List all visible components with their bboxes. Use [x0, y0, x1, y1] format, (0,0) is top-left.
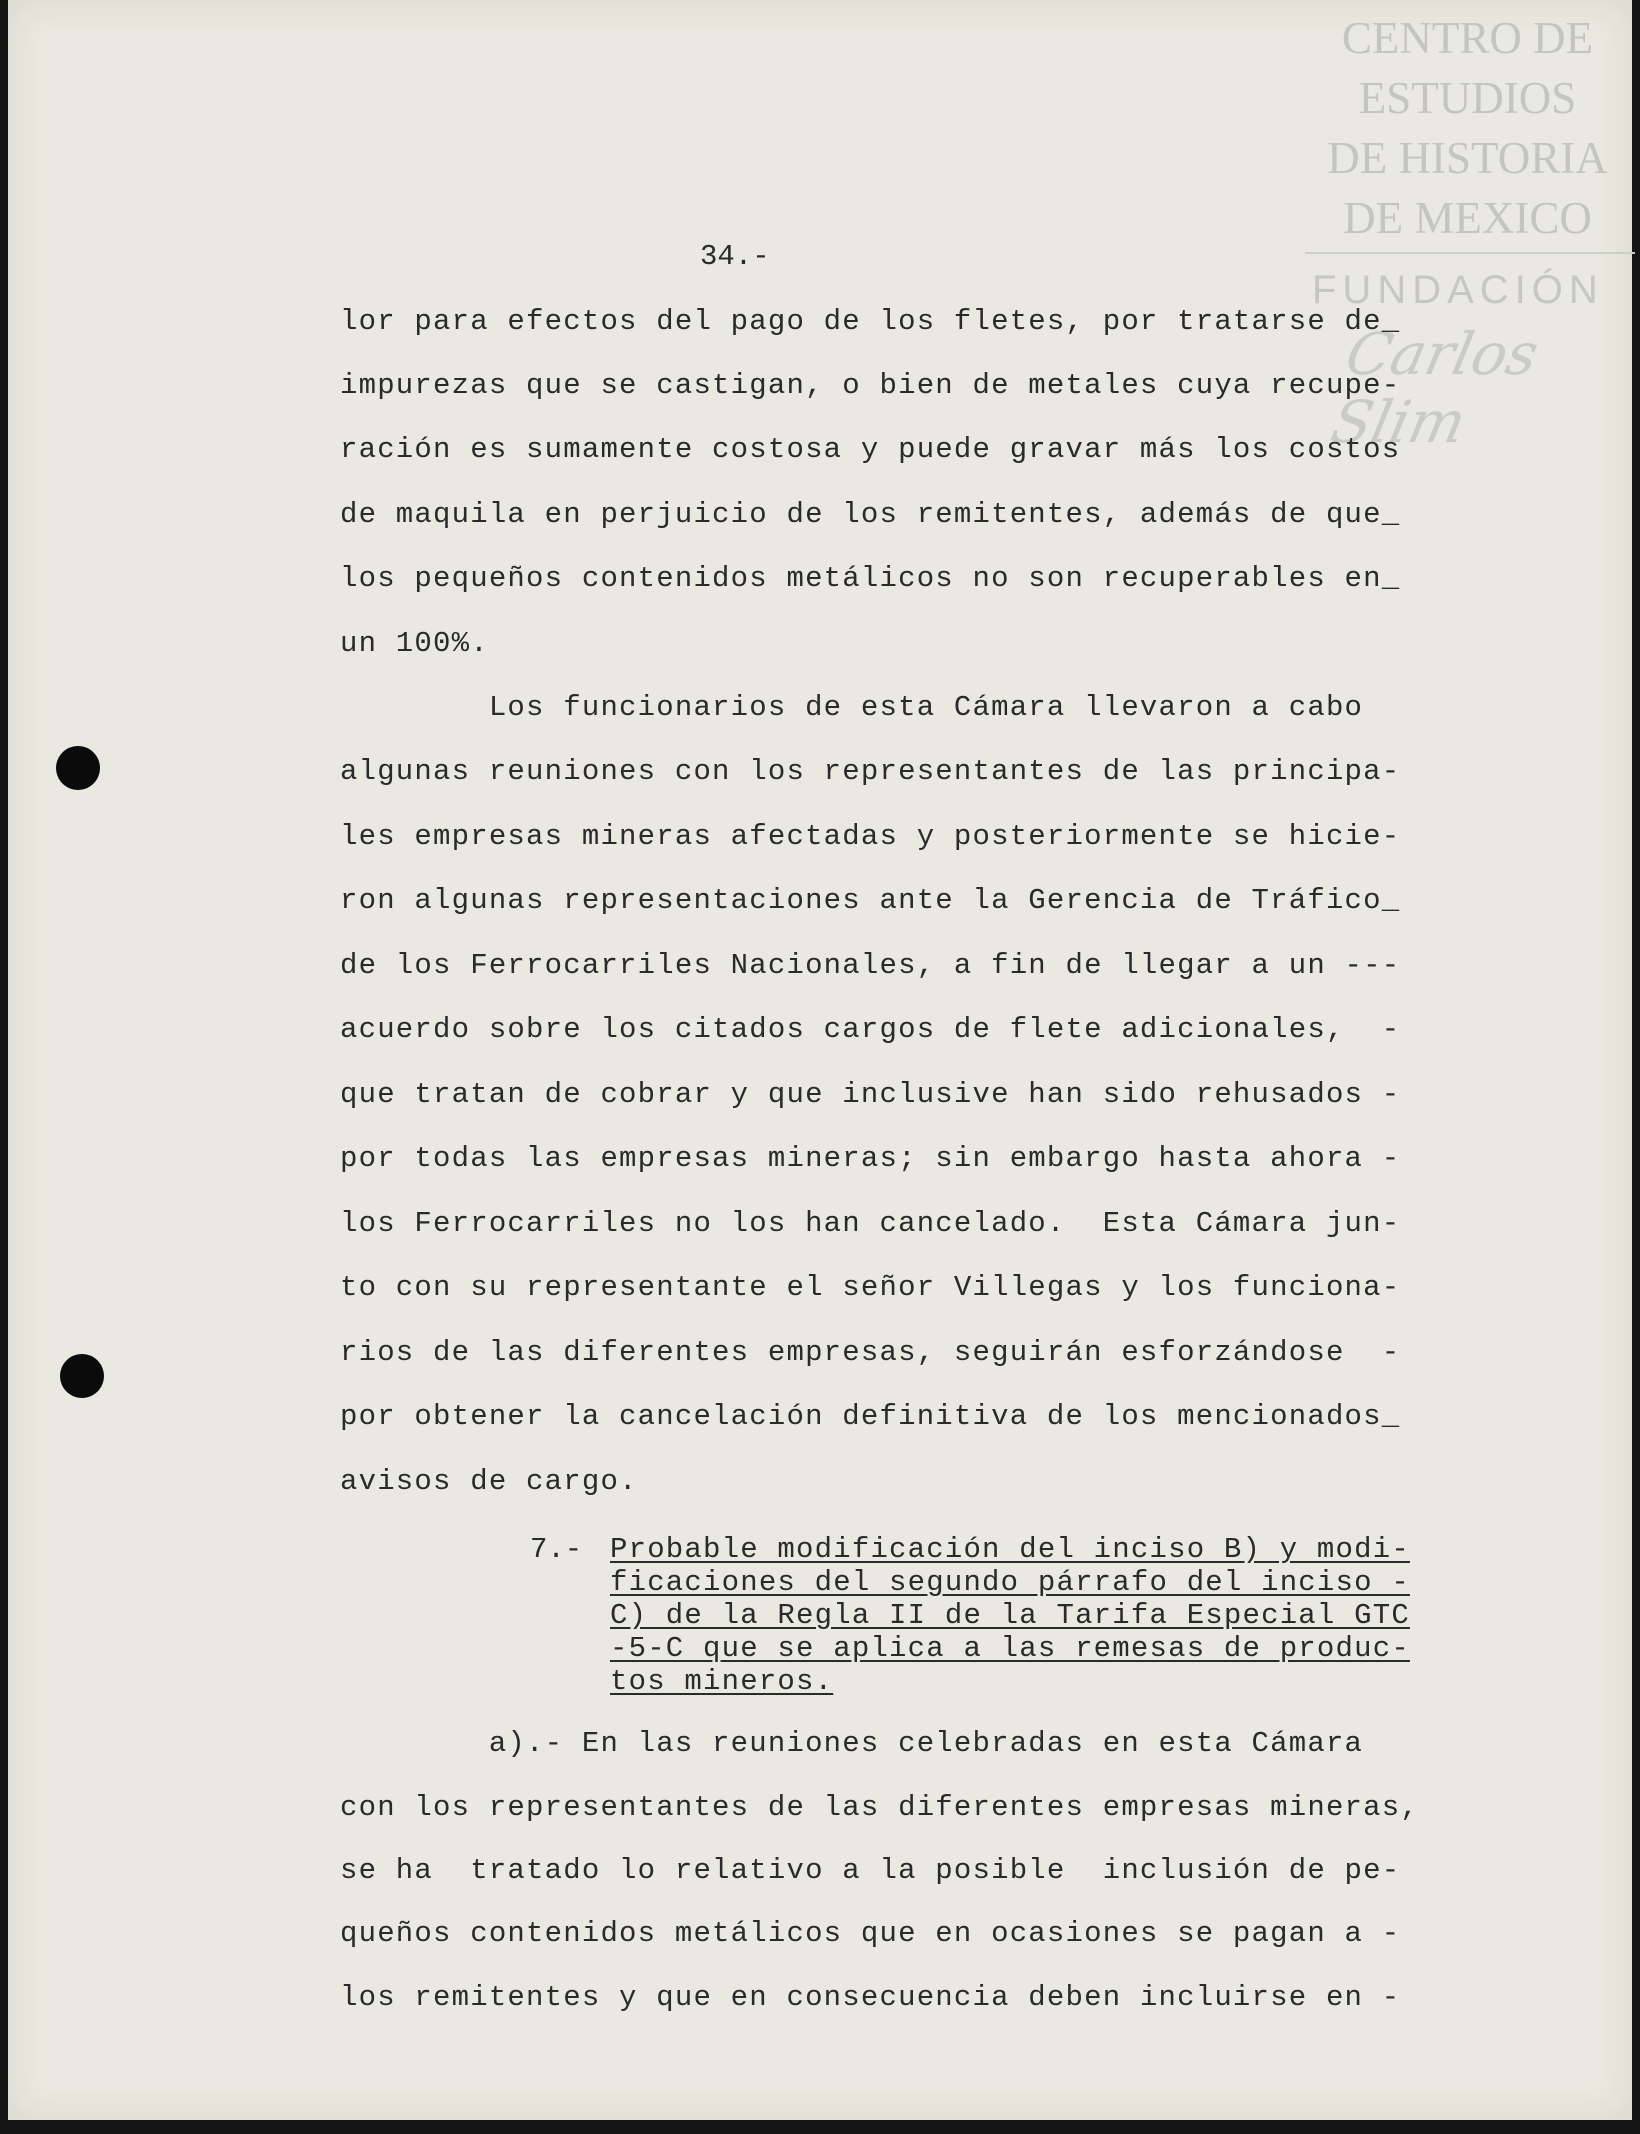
section-heading-line: tos mineros. — [610, 1665, 834, 1698]
text-line: ron algunas representaciones ante la Gerencia de Tráfico_ — [340, 884, 1401, 917]
text-line: avisos de cargo. — [340, 1465, 638, 1498]
text-line: los pequeños contenidos metálicos no son recuperables en_ — [340, 562, 1401, 595]
section-heading-line: Probable modificación del inciso B) y modi- — [610, 1533, 1410, 1566]
text-line: algunas reuniones con los representantes de las principa- — [340, 755, 1401, 788]
text-line: a).- En las reuniones celebradas en esta Cámara — [340, 1727, 1364, 1760]
page-number: 34.- — [700, 240, 770, 273]
punch-hole-bottom — [60, 1354, 104, 1398]
section-number: 7.- — [530, 1533, 583, 1566]
watermark-line: DE HISTORIA — [1327, 133, 1608, 183]
text-line: por obtener la cancelación definitiva de los mencionados_ — [340, 1400, 1401, 1433]
text-line: rios de las diferentes empresas, seguirán esforzándose - — [340, 1336, 1401, 1369]
archive-watermark — [1310, 8, 1625, 248]
punch-hole-top — [56, 746, 100, 790]
text-line: les empresas mineras afectadas y posteriormente se hicie- — [340, 820, 1401, 853]
section-heading-line: ficaciones del segundo párrafo del inciso - — [610, 1566, 1410, 1599]
text-line: de maquila en perjuicio de los remitentes, además de que_ — [340, 498, 1401, 531]
text-line: impurezas que se castigan, o bien de metales cuya recupe- — [340, 369, 1401, 402]
text-line: se ha tratado lo relativo a la posible inclusión de pe- — [340, 1854, 1401, 1887]
text-line: que tratan de cobrar y que inclusive han sido rehusados - — [340, 1078, 1401, 1111]
text-line: los Ferrocarriles no los han cancelado. Esta Cámara jun- — [340, 1207, 1401, 1240]
text-line: queños contenidos metálicos que en ocasiones se pagan a - — [340, 1917, 1401, 1950]
watermark-divider — [1305, 252, 1635, 254]
section-heading-line: C) de la Regla II de la Tarifa Especial GTC — [610, 1599, 1410, 1632]
text-line: un 100%. — [340, 627, 489, 660]
watermark-foundation: FUNDACIÓN — [1312, 268, 1604, 312]
text-line: con los representantes de las diferentes empresas mineras, — [340, 1791, 1419, 1824]
text-line: de los Ferrocarriles Nacionales, a fin de llegar a un --- — [340, 949, 1401, 982]
text-line: Los funcionarios de esta Cámara llevaron a cabo — [340, 691, 1364, 724]
text-line: por todas las empresas mineras; sin embargo hasta ahora - — [340, 1142, 1401, 1175]
section-heading-line: -5-C que se aplica a las remesas de produc- — [610, 1632, 1410, 1665]
text-line: lor para efectos del pago de los fletes, por tratarse de_ — [340, 305, 1401, 338]
text-line: acuerdo sobre los citados cargos de flete adicionales, - — [340, 1013, 1401, 1046]
watermark-line: CENTRO DE — [1341, 13, 1594, 63]
watermark-signature: Carlos Slim — [1325, 320, 1545, 456]
watermark-line: DE MEXICO — [1343, 193, 1592, 243]
text-line: los remitentes y que en consecuencia deben incluirse en - — [340, 1981, 1401, 2014]
watermark-line: ESTUDIOS — [1358, 73, 1577, 123]
text-line: ración es sumamente costosa y puede gravar más los costos — [340, 433, 1401, 466]
text-line: to con su representante el señor Villegas y los funciona- — [340, 1271, 1401, 1304]
